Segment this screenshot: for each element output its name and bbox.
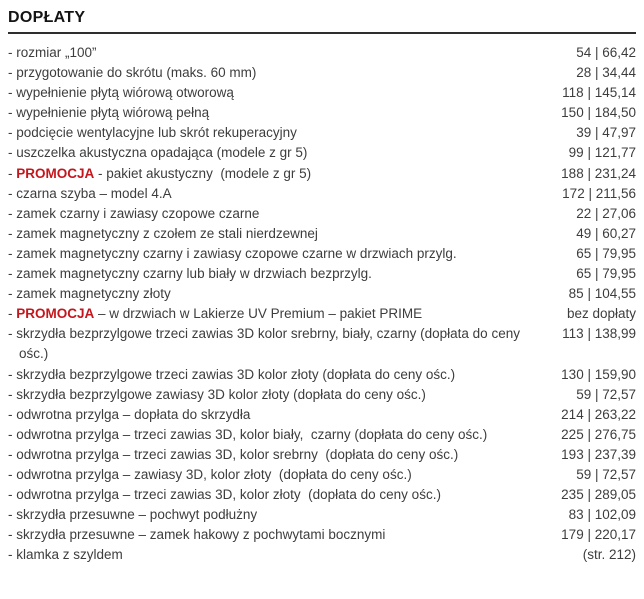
item-price: 39 | 47,97	[576, 125, 636, 141]
item-label	[8, 63, 542, 83]
item-price: 225 | 276,75	[561, 426, 636, 442]
item-text: – w drzwiach w Lakierze UV Premium – pakiet PRIME	[94, 306, 423, 322]
item-price: 59 | 72,57	[576, 386, 636, 402]
item-text: odwrotna przylga – trzeci zawias 3D, kolor złoty (dopłata do ceny ośc.)	[16, 487, 441, 503]
item-dash: -	[8, 165, 17, 181]
item-label	[8, 465, 542, 485]
item-text: rozmiar „100”	[16, 45, 97, 60]
item-label	[8, 43, 542, 63]
item-dash: -	[8, 507, 17, 523]
table-row	[8, 103, 636, 123]
item-dash: -	[8, 487, 17, 503]
item-text: skrzydła bezprzylgowe zawiasy 3D kolor złoty (dopłata do ceny ośc.)	[16, 386, 426, 402]
table-row	[8, 525, 636, 545]
table-row	[8, 385, 636, 405]
table-row	[8, 365, 636, 385]
item-text: klamka z szyldem	[16, 547, 123, 563]
item-dash: -	[8, 245, 17, 261]
promo-label: PROMOCJA	[16, 165, 95, 181]
item-dash: -	[8, 326, 17, 342]
item-label	[8, 485, 542, 505]
item-text: podcięcie wentylacyjne lub skrót rekuperacyjny	[16, 125, 297, 141]
table-row	[8, 63, 636, 83]
item-dash: -	[8, 266, 17, 282]
table-row	[8, 184, 636, 204]
item-dash: -	[8, 45, 17, 60]
table-row	[8, 284, 636, 304]
item-dash: -	[8, 426, 17, 442]
table-row	[8, 164, 636, 184]
item-text: wypełnienie płytą wiórową otworową	[16, 85, 234, 101]
item-text: skrzydła przesuwne – zamek hakowy z pochwytami bocznymi	[16, 527, 386, 543]
item-price: 54 | 66,42	[576, 45, 636, 60]
item-price: 235 | 289,05	[561, 487, 636, 503]
item-dash: -	[8, 105, 17, 121]
item-label	[8, 224, 542, 244]
item-text: zamek magnetyczny złoty	[16, 286, 171, 302]
item-price: bez dopłaty	[566, 306, 636, 322]
page-title: DOPŁATY	[8, 9, 86, 26]
item-text: uszczelka akustyczna opadająca (modele z gr 5)	[16, 145, 308, 161]
item-text: zamek czarny i zawiasy czopowe czarne	[16, 205, 260, 221]
item-label	[8, 83, 542, 103]
item-label	[8, 284, 542, 304]
table-row	[8, 425, 636, 445]
promo-label: PROMOCJA	[16, 306, 95, 322]
table-row	[8, 143, 636, 163]
item-price: 130 | 159,90	[561, 366, 636, 382]
item-text: wypełnienie płytą wiórową pełną	[16, 105, 210, 121]
item-dash: -	[8, 466, 17, 482]
item-label	[8, 164, 542, 184]
table-row	[8, 545, 636, 565]
item-dash: -	[8, 65, 17, 81]
item-price: 65 | 79,95	[576, 266, 636, 282]
item-text: skrzydła bezprzylgowe trzeci zawias 3D kolor złoty (dopłata do ceny ośc.)	[16, 366, 456, 382]
item-price: (str. 212)	[582, 547, 636, 563]
table-row	[8, 224, 636, 244]
item-label	[8, 385, 542, 405]
item-price: 150 | 184,50	[561, 105, 636, 121]
item-label	[8, 244, 542, 264]
item-price: 22 | 27,06	[576, 205, 636, 221]
item-label	[8, 545, 542, 565]
table-row	[8, 204, 636, 224]
item-label	[8, 405, 542, 425]
item-label	[8, 264, 542, 284]
item-text: odwrotna przylga – trzeci zawias 3D, kolor biały, czarny (dopłata do ceny ośc.)	[16, 426, 488, 442]
item-label	[8, 324, 542, 364]
item-label	[8, 425, 542, 445]
item-dash: -	[8, 125, 17, 141]
table-row	[8, 405, 636, 425]
item-price: 193 | 237,39	[561, 446, 636, 462]
item-text: zamek magnetyczny czarny i zawiasy czopowe czarne w drzwiach przylg.	[16, 245, 457, 261]
price-table	[8, 43, 636, 565]
item-text: czarna szyba – model 4.A	[16, 185, 172, 201]
item-price: 83 | 102,09	[568, 507, 636, 523]
item-label	[8, 204, 542, 224]
item-dash: -	[8, 446, 17, 462]
item-dash: -	[8, 366, 17, 382]
item-price: 179 | 220,17	[561, 527, 636, 543]
item-label	[8, 525, 542, 545]
item-dash: -	[8, 205, 17, 221]
item-text: odwrotna przylga – trzeci zawias 3D, kolor srebrny (dopłata do ceny ośc.)	[16, 446, 459, 462]
item-text: odwrotna przylga – zawiasy 3D, kolor złoty (dopłata do ceny ośc.)	[16, 466, 412, 482]
header-divider	[8, 32, 636, 34]
item-dash: -	[8, 225, 17, 241]
item-price: 85 | 104,55	[568, 286, 636, 302]
table-row	[8, 43, 636, 63]
item-dash: -	[8, 406, 17, 422]
table-row	[8, 83, 636, 103]
item-text: - pakiet akustyczny (modele z gr 5)	[94, 165, 312, 181]
item-price: 113 | 138,99	[562, 326, 636, 342]
table-row	[8, 445, 636, 465]
item-price: 172 | 211,56	[562, 185, 636, 201]
item-price: 99 | 121,77	[568, 145, 636, 161]
item-text: zamek magnetyczny z czołem ze stali nierdzewnej	[16, 225, 318, 241]
item-dash: -	[8, 85, 17, 101]
item-label	[8, 445, 542, 465]
item-price: 65 | 79,95	[576, 245, 636, 261]
table-row	[8, 264, 636, 284]
item-price: 214 | 263,22	[561, 406, 636, 422]
item-label	[8, 103, 542, 123]
item-dash: -	[8, 527, 17, 543]
item-label	[8, 123, 542, 143]
item-dash: -	[8, 547, 17, 563]
item-label	[8, 365, 542, 385]
table-row	[8, 505, 636, 525]
item-dash: -	[8, 306, 17, 322]
item-dash: -	[8, 286, 17, 302]
item-price: 188 | 231,24	[561, 165, 636, 181]
item-text: przygotowanie do skrótu (maks. 60 mm)	[16, 65, 257, 81]
item-price: 28 | 34,44	[576, 65, 636, 81]
item-price: 49 | 60,27	[576, 225, 636, 241]
item-text: odwrotna przylga – dopłata do skrzydła	[16, 406, 251, 422]
item-label	[8, 304, 542, 324]
item-label	[8, 505, 542, 525]
item-text: zamek magnetyczny czarny lub biały w drzwiach bezprzylg.	[16, 266, 372, 282]
table-row	[8, 244, 636, 264]
table-row	[8, 304, 636, 324]
table-row	[8, 324, 636, 364]
item-label	[8, 143, 542, 163]
item-text: skrzydła przesuwne – pochwyt podłużny	[16, 507, 258, 523]
item-dash: -	[8, 145, 17, 161]
table-row	[8, 485, 636, 505]
item-dash: -	[8, 185, 17, 201]
item-text: skrzydła bezprzylgowe trzeci zawias 3D kolor srebrny, biały, czarny (dopłata do ceny ośc.)	[16, 326, 524, 362]
item-price: 59 | 72,57	[576, 466, 636, 482]
item-price: 118 | 145,14	[562, 85, 636, 101]
table-row	[8, 465, 636, 485]
item-label	[8, 184, 542, 204]
table-row	[8, 123, 636, 143]
item-dash: -	[8, 386, 17, 402]
